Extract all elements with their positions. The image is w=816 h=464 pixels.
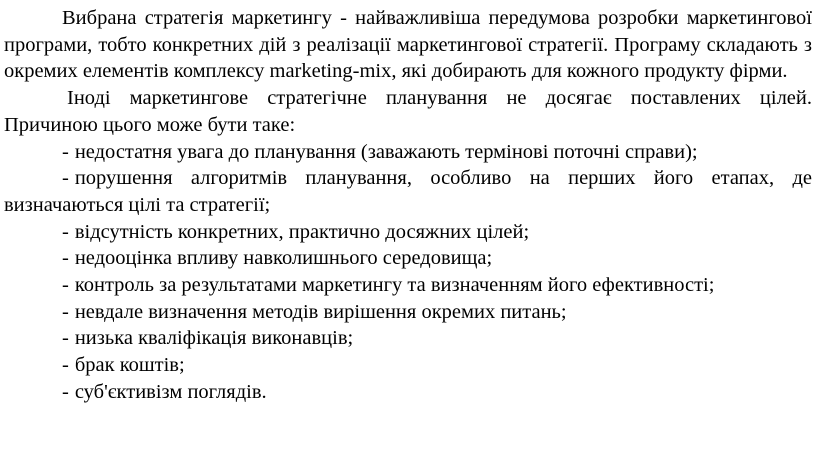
list-marker: - [62, 354, 69, 377]
list-item-text: суб'єктивізм поглядів. [74, 380, 267, 403]
list-marker: - [62, 380, 69, 403]
list-marker: - [62, 220, 69, 243]
list-item [4, 352, 812, 379]
document-page [4, 5, 812, 406]
list-item-text: порушення алгоритмів планування, особливо на перших його етапах, де визначаються цілі та стратегії; [4, 167, 812, 216]
paragraph-planning-failures: Іноді маркетингове стратегічне планування не досягає поставлених цілей. Причиною цього може бути таке: [4, 87, 812, 136]
list-marker: - [62, 167, 69, 190]
list-item [4, 219, 812, 246]
list-marker: - [62, 140, 69, 163]
list-item [4, 245, 812, 272]
reasons-list [4, 139, 812, 406]
list-item-text: відсутність конкретних, практично досяжних цілей; [74, 220, 530, 243]
list-item-text: контроль за результатами маркетингу та визначенням його ефективності; [74, 274, 715, 297]
list-item-text: недооцінка впливу навколишнього середовища; [74, 247, 493, 270]
list-marker: - [62, 300, 69, 323]
list-marker: - [62, 274, 69, 297]
paragraph-strategy: Вибрана стратегія маркетингу - найважливіша передумова розробки маркетингової програми, тобто конкретних дій з реалізації маркетингової стратегії. Програму складають з окремих елементів комплексу marketing-mix, які добирають для кожного продукту фірми. [4, 7, 812, 83]
list-item [4, 139, 812, 166]
list-item [4, 299, 812, 326]
list-marker: - [62, 247, 69, 270]
list-item [4, 272, 812, 299]
list-item-text: невдале визначення методів вирішення окремих питань; [74, 300, 567, 323]
list-item [4, 325, 812, 352]
list-item-text: недостатня увага до планування (заважають термінові поточні справи); [74, 140, 698, 163]
list-marker: - [62, 327, 69, 350]
list-item-text: низька кваліфікація виконавців; [74, 327, 354, 350]
list-item [4, 379, 812, 406]
list-item-text: брак коштів; [74, 354, 185, 377]
list-item [4, 165, 812, 218]
